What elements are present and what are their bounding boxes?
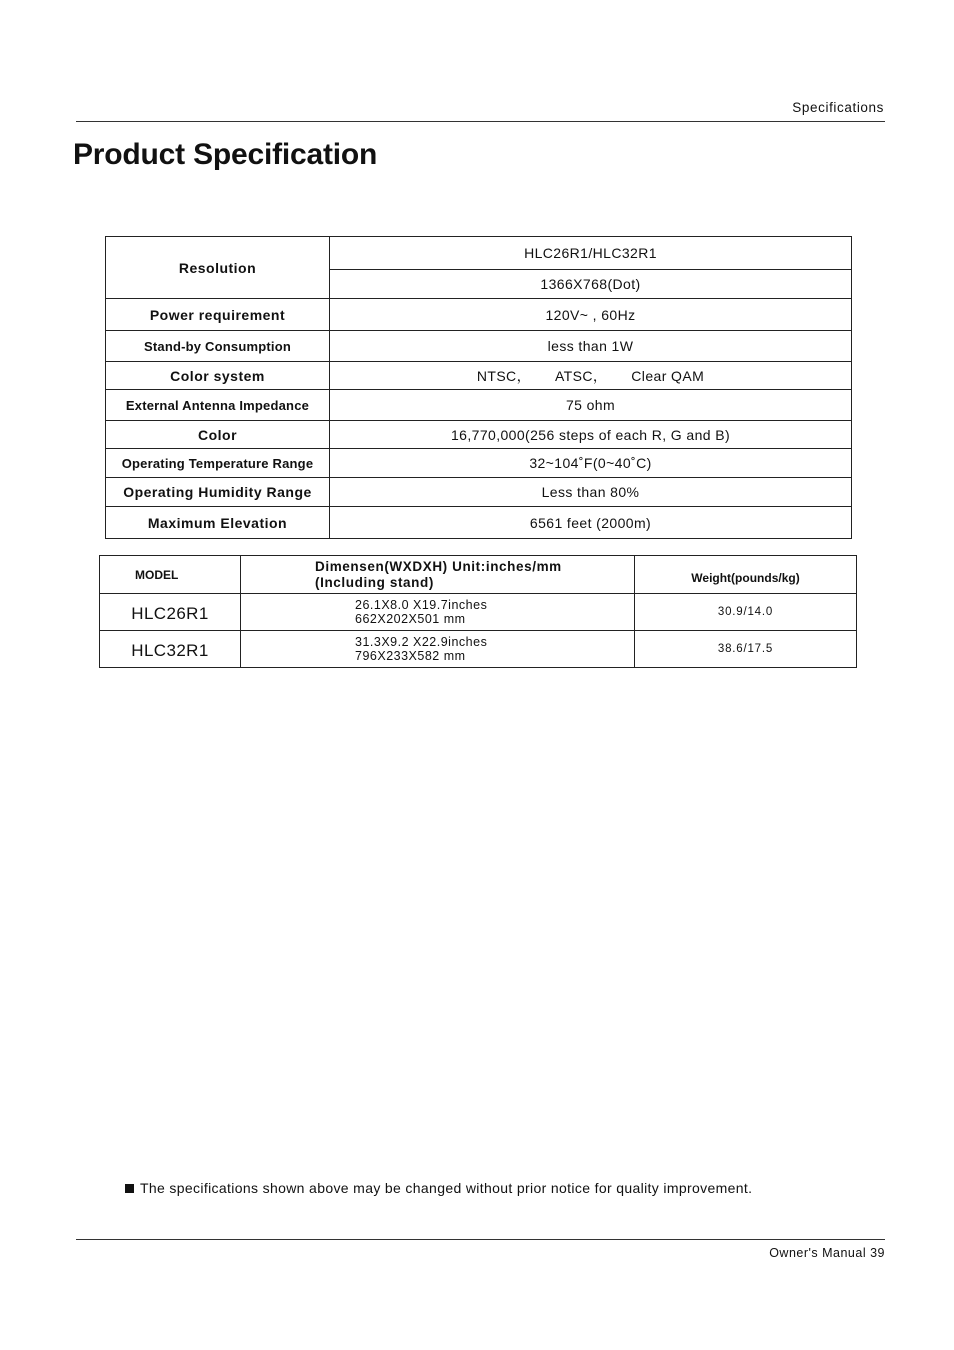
table-row <box>106 362 852 390</box>
section-label: Specifications <box>792 100 884 115</box>
table-row <box>100 594 857 631</box>
dimension-mm: 796X233X582 mm <box>355 649 466 663</box>
color-system-ntsc: NTSC， <box>476 367 531 384</box>
table-row <box>106 331 852 362</box>
dimensions-table <box>99 555 857 668</box>
color-system-atsc: ATSC， <box>554 367 608 384</box>
impedance-value: 75 ohm <box>330 390 852 421</box>
color-system-label: Color system <box>106 362 330 390</box>
dimension-header <box>241 556 635 594</box>
page-title: Product Specification <box>73 138 378 171</box>
table-row <box>106 299 852 331</box>
weight-header: Weight(pounds/kg) <box>635 556 857 594</box>
color-label: Color <box>106 421 330 449</box>
table-row <box>106 390 852 421</box>
power-value: 120V~ , 60Hz <box>330 299 852 331</box>
weight-cell: 30.9/14.0 <box>635 594 857 631</box>
humidity-label: Operating Humidity Range <box>106 478 330 507</box>
table-header-row <box>100 556 857 594</box>
table-row <box>100 631 857 668</box>
dimension-mm: 662X202X501 mm <box>355 612 466 626</box>
color-value: 16,770,000(256 steps of each R, G and B) <box>330 421 852 449</box>
humidity-value: Less than 80% <box>330 478 852 507</box>
resolution-label: Resolution <box>106 237 330 299</box>
dimension-header-line1: Dimensen(WXDXH) Unit:inches/mm <box>315 558 562 574</box>
table-row <box>106 507 852 539</box>
model-cell: HLC32R1 <box>100 631 241 668</box>
standby-label: Stand-by Consumption <box>106 331 330 362</box>
temperature-label: Operating Temperature Range <box>106 449 330 478</box>
models-value: HLC26R1/HLC32R1 <box>330 237 852 270</box>
table-row <box>106 237 852 270</box>
elevation-value: 6561 feet (2000m) <box>330 507 852 539</box>
disclaimer-note <box>125 1180 752 1196</box>
model-cell: HLC26R1 <box>100 594 241 631</box>
dimension-cell <box>241 594 635 631</box>
square-bullet-icon <box>125 1184 134 1193</box>
weight-cell: 38.6/17.5 <box>635 631 857 668</box>
resolution-value: 1366X768(Dot) <box>330 270 852 299</box>
dimension-inches: 26.1X8.0 X19.7inches <box>355 598 488 612</box>
model-header: MODEL <box>100 556 241 594</box>
disclaimer-text: The specifications shown above may be changed without prior notice for quality improvement. <box>140 1180 753 1196</box>
table-row <box>106 449 852 478</box>
temperature-value: 32~104˚F(0~40˚C) <box>330 449 852 478</box>
footer-rule <box>76 1239 885 1240</box>
color-system-qam: Clear QAM <box>631 367 705 384</box>
dimension-header-line2: (Including stand) <box>315 574 434 590</box>
spec-table <box>105 236 852 539</box>
page-footer: Owner's Manual 39 <box>769 1246 885 1260</box>
table-row <box>106 421 852 449</box>
power-label: Power requirement <box>106 299 330 331</box>
elevation-label: Maximum Elevation <box>106 507 330 539</box>
color-system-value <box>330 362 852 390</box>
impedance-label: External Antenna Impedance <box>106 390 330 421</box>
dimension-inches: 31.3X9.2 X22.9inches <box>355 635 488 649</box>
standby-value: less than 1W <box>330 331 852 362</box>
table-row <box>106 478 852 507</box>
dimension-cell <box>241 631 635 668</box>
header-rule <box>76 121 885 122</box>
